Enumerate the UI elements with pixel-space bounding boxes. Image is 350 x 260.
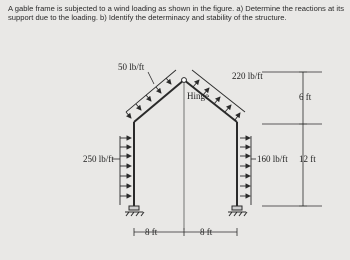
load-arrow — [235, 113, 240, 120]
right-rafter — [184, 80, 237, 122]
load-arrow — [146, 95, 151, 101]
right-roof-load-label: 220 lb/ft — [232, 71, 263, 81]
hinge-icon — [182, 78, 187, 83]
load-arrow — [166, 78, 171, 84]
load-arrow — [193, 80, 199, 87]
column-height-dim-label: 12 ft — [299, 154, 316, 164]
problem-statement: A gable frame is subjected to a wind loading as shown in the figure. a) Determine the reactions at its support due to the loading. b) Identify the determinacy and stability of the structure. — [8, 4, 344, 22]
left-span-dim-label: 8 ft — [145, 227, 158, 237]
right-column-load — [240, 136, 251, 205]
left-support-icon — [125, 206, 144, 216]
left-column-load-label: 250 lb/ft — [83, 154, 114, 164]
left-column-load — [120, 136, 131, 205]
right-support-icon — [228, 206, 247, 216]
vertical-dimensions — [262, 72, 322, 206]
load-arrow — [126, 112, 131, 118]
left-roof-leader — [148, 72, 154, 84]
roof-rise-dim-label: 6 ft — [299, 92, 312, 102]
load-arrow — [156, 87, 161, 93]
left-rafter — [134, 80, 184, 122]
load-arrow — [225, 105, 231, 112]
left-roof-load-label: 50 lb/ft — [118, 62, 145, 72]
right-column-load-label: 160 lb/ft — [257, 154, 288, 164]
hinge-label: Hinge — [187, 91, 209, 101]
load-arrow — [214, 97, 220, 104]
right-span-dim-label: 8 ft — [200, 227, 213, 237]
load-arrow — [136, 104, 141, 110]
